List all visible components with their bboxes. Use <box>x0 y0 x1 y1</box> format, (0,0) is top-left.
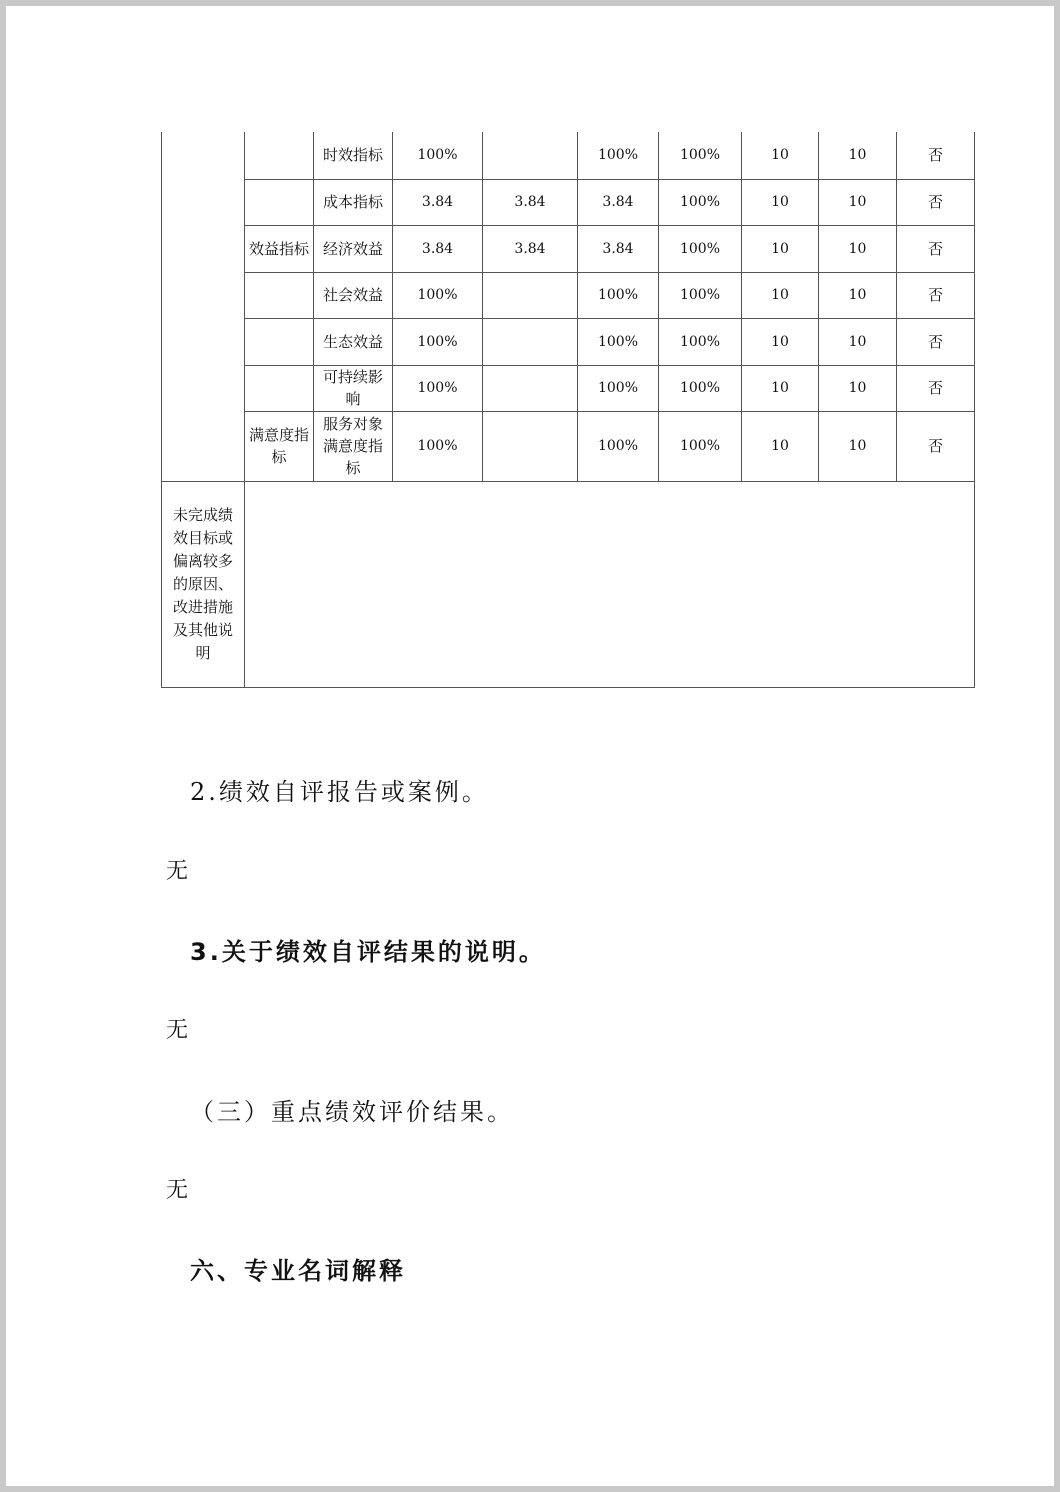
target-cell: 100% <box>393 365 483 411</box>
level3-cell: 时效指标 <box>314 132 393 179</box>
score-cell: 10 <box>819 132 897 179</box>
target-cell: 3.84 <box>393 179 483 225</box>
actual-cell: 100% <box>578 411 659 481</box>
score-cell: 10 <box>819 272 897 318</box>
target-cell: 3.84 <box>393 225 483 272</box>
weight-cell: 10 <box>742 318 819 365</box>
section-4-body: 无 <box>166 1178 189 1203</box>
flag-cell: 否 <box>897 179 975 225</box>
score-cell: 10 <box>819 225 897 272</box>
rate-cell: 100% <box>659 179 742 225</box>
table-row <box>162 272 975 318</box>
level3-cell: 服务对象满意度指标 <box>314 411 393 481</box>
rate-cell: 100% <box>659 365 742 411</box>
target-cell: 100% <box>393 318 483 365</box>
score-cell: 10 <box>819 179 897 225</box>
table-row <box>162 365 975 411</box>
weight-cell: 10 <box>742 132 819 179</box>
level3-cell: 可持续影响 <box>314 365 393 411</box>
budget-cell <box>483 365 578 411</box>
section-2-body: 无 <box>166 859 189 884</box>
weight-cell: 10 <box>742 272 819 318</box>
flag-cell: 否 <box>897 318 975 365</box>
score-cell: 10 <box>819 411 897 481</box>
section-2-title: 2.绩效自评报告或案例。 <box>190 778 489 806</box>
actual-cell: 100% <box>578 272 659 318</box>
reason-label-cell: 未完成绩效目标或偏离较多的原因、改进措施及其他说明 <box>162 481 245 687</box>
table-row <box>162 411 975 481</box>
actual-cell: 3.84 <box>578 225 659 272</box>
rate-cell: 100% <box>659 272 742 318</box>
section-3-body: 无 <box>166 1018 189 1043</box>
actual-cell: 100% <box>578 365 659 411</box>
weight-cell: 10 <box>742 411 819 481</box>
level3-cell: 生态效益 <box>314 318 393 365</box>
rate-cell: 100% <box>659 318 742 365</box>
budget-cell <box>483 411 578 481</box>
rate-cell: 100% <box>659 132 742 179</box>
actual-cell: 100% <box>578 318 659 365</box>
table-row <box>162 179 975 225</box>
level2-cell: 满意度指标 <box>245 411 314 481</box>
level3-cell: 成本指标 <box>314 179 393 225</box>
flag-cell: 否 <box>897 365 975 411</box>
budget-cell <box>483 132 578 179</box>
table-row <box>162 225 975 272</box>
reason-text-cell <box>245 481 975 687</box>
actual-cell: 3.84 <box>578 179 659 225</box>
rate-cell: 100% <box>659 411 742 481</box>
score-cell: 10 <box>819 318 897 365</box>
level2-cell <box>245 365 314 411</box>
target-cell: 100% <box>393 272 483 318</box>
level2-cell <box>245 272 314 318</box>
rate-cell: 100% <box>659 225 742 272</box>
table-row <box>162 318 975 365</box>
section-6-title: 六、专业名词解释 <box>190 1257 406 1285</box>
score-cell: 10 <box>819 365 897 411</box>
weight-cell: 10 <box>742 365 819 411</box>
section-3-title: 3.关于绩效自评结果的说明。 <box>190 938 546 966</box>
budget-cell <box>483 318 578 365</box>
target-cell: 100% <box>393 132 483 179</box>
level1-cell <box>162 132 245 481</box>
flag-cell: 否 <box>897 132 975 179</box>
performance-table <box>161 132 975 688</box>
level2-cell <box>245 132 314 179</box>
budget-cell: 3.84 <box>483 179 578 225</box>
budget-cell <box>483 272 578 318</box>
budget-cell: 3.84 <box>483 225 578 272</box>
flag-cell: 否 <box>897 272 975 318</box>
flag-cell: 否 <box>897 225 975 272</box>
level2-cell <box>245 318 314 365</box>
weight-cell: 10 <box>742 225 819 272</box>
level2-cell <box>245 179 314 225</box>
table-row <box>162 132 975 179</box>
actual-cell: 100% <box>578 132 659 179</box>
level3-cell: 经济效益 <box>314 225 393 272</box>
level3-cell: 社会效益 <box>314 272 393 318</box>
table-row <box>162 481 975 687</box>
target-cell: 100% <box>393 411 483 481</box>
level2-cell: 效益指标 <box>245 225 314 272</box>
section-4-title: （三）重点绩效评价结果。 <box>190 1098 514 1126</box>
weight-cell: 10 <box>742 179 819 225</box>
flag-cell: 否 <box>897 411 975 481</box>
